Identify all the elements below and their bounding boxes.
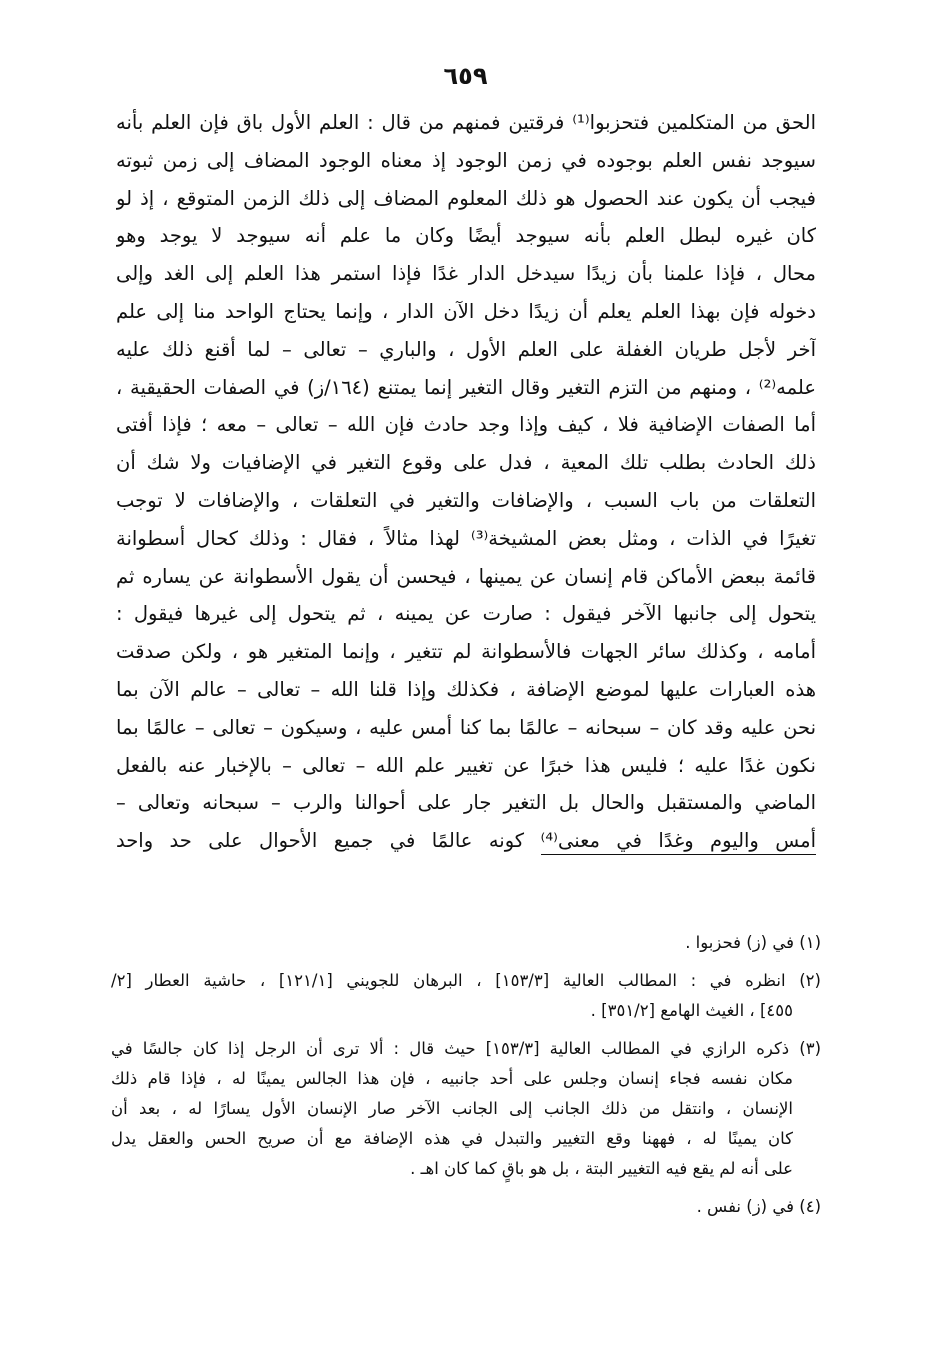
text-line: دخوله فإن بهذا العلم يعلم أن زيدًا دخل الآن الدار ، وإنما يحتاج الواحد منا إلى علم <box>116 299 816 323</box>
last-line-rest: كونه عالمًا في جميع الأحوال على حد واحد <box>116 829 525 853</box>
footnote-1 <box>111 928 821 958</box>
text-line: الحق من المتكلمين فتحزبوا⁽¹⁾ فرقتين فمنهم من قال : العلم الأول باق فإن العلم بأنه <box>116 111 816 134</box>
text-line: نكون غدًا عليه ؛ فليس هذا خبرًا عن تغيير علم الله – تعالى – بالإخبار عنه بالفعل <box>116 753 816 777</box>
text-line: ذلك الحادث بطلب تلك المعية ، فدل على وقوع التغير في الإضافيات ولا شك أن <box>116 451 816 475</box>
text-line: محال ، فإذا علمنا بأن زيدًا سيدخل الدار غدًا فإذا استمر هذا العلم إلى الغد وإلى <box>116 262 816 286</box>
footnote-line: (٢) انظره في : المطالب العالية [١٥٣/٣] ، البرهان للجويني [١٢١/١] ، حاشية العطار [٢/ <box>111 971 821 990</box>
text-line: تغيرًا في الذات ، ومثل بعض المشيخة⁽³⁾ لهذا مثالاً ، فقال : وذلك كحال أسطوانة <box>116 526 816 550</box>
page-number: ٦٥٩ <box>443 62 488 90</box>
footnote-4 <box>111 1192 821 1222</box>
footnote-line: مكان نفسه فجاء إنسان وجلس على أحد جانبيه ، فإن هذا الجالس يمينًا له ، فإذا قام ذلك <box>111 1069 793 1088</box>
text-line: نحن عليه وقد كان – سبحانه – عالمًا بما كنا أمس عليه ، وسيكون – تعالى – عالمًا بما <box>116 715 816 739</box>
text-line: كان غيره لبطل العلم بأنه سيوجد أيضًا وكان ما علم أنه سيوجد لا يوجد وهو <box>116 224 816 248</box>
text-line: سيوجد نفس العلم بوجوده في زمن الوجود إذ معناه الوجود المضاف إلى زمن ثبوته <box>116 148 816 172</box>
footnote-line: على أنه لم يقع فيه التغيير البتة ، بل هو باقٍ كما كان اهـ . <box>410 1159 793 1178</box>
text-line: التعلقات من باب السبب ، والإضافات والتغير في التعلقات ، والإضافات لا توجب <box>116 488 816 512</box>
footnote-line: الإنسان ، وانتقل من ذلك الجانب إلى الجانب الآخر صار الإنسان الأول يسارًا له ، بعد أن <box>111 1099 793 1118</box>
main-text-block <box>116 104 816 860</box>
text-line: هذه العبارات عليها لموضع الإضافة ، فكذلك وإذا قلنا الله – تعالى – عالم الآن بما <box>116 677 816 701</box>
text-line: الماضي والمستقبل والحال بل التغير جار على أحوالنا والرب – سبحانه وتعالى – <box>116 791 816 815</box>
text-line: آخر لأجل طريان الغفلة على العلم الأول ، والباري – تعالى – لما أقنع ذلك عليه <box>116 337 816 361</box>
footnote-line: (٣) ذكره الرازي في المطالب العالية [١٥٣/٣] حيث قال : ألا ترى أن الرجل إذا كان جالسًا في <box>111 1039 821 1058</box>
footnote-2 <box>111 966 821 1026</box>
underlined-phrase: أمس واليوم وغدًا في معنى⁽⁴⁾ <box>541 829 816 855</box>
footnote-line: ٤٥٥] ، الغيث الهامع [٣٥١/٢] . <box>590 1001 793 1020</box>
footnote-line: كان يمينًا له ، فههنا وقع التغيير والتبدل في هذه الإضافة مع أن صريح الحس والعقل يدل <box>111 1129 793 1148</box>
text-line: يتحول إلى جانبها الآخر فيقول : صارت عن يمينه ، ثم يتحول إلى غيرها فيقول : <box>116 602 816 626</box>
text-line: علمه⁽²⁾ ، ومنهم من التزم التغير وقال التغير إنما يمتنع (١٦٤/ز) في الصفات الحقيقية ، <box>116 375 816 399</box>
text-line-last <box>116 822 816 860</box>
text-line: أما الصفات الإضافية فلا ، كيف وإذا وجد حادث فإن الله – تعالى – معه ؛ فإذا أفتى <box>116 413 816 437</box>
footnote-line: (٤) في (ز) نفس . <box>696 1197 821 1216</box>
text-line: قائمة ببعض الأماكن قام إنسان عن يمينها ، فيحسن أن يقول الأسطوانة عن يساره ثم <box>116 564 816 588</box>
text-line: أمامه ، وكذلك سائر الجهات فالأسطوانة لم تتغير ، وإنما المتغير هو ، ولكن صدقت <box>116 640 816 664</box>
footnotes <box>111 928 821 1230</box>
footnote-3 <box>111 1034 821 1184</box>
text-line: فيجب أن يكون عند الحصول هو ذلك المعلوم المضاف إلى ذلك الزمن المتوقع ، إذ لو <box>116 186 816 210</box>
footnote-line: (١) في (ز) فحزبوا . <box>685 933 821 952</box>
